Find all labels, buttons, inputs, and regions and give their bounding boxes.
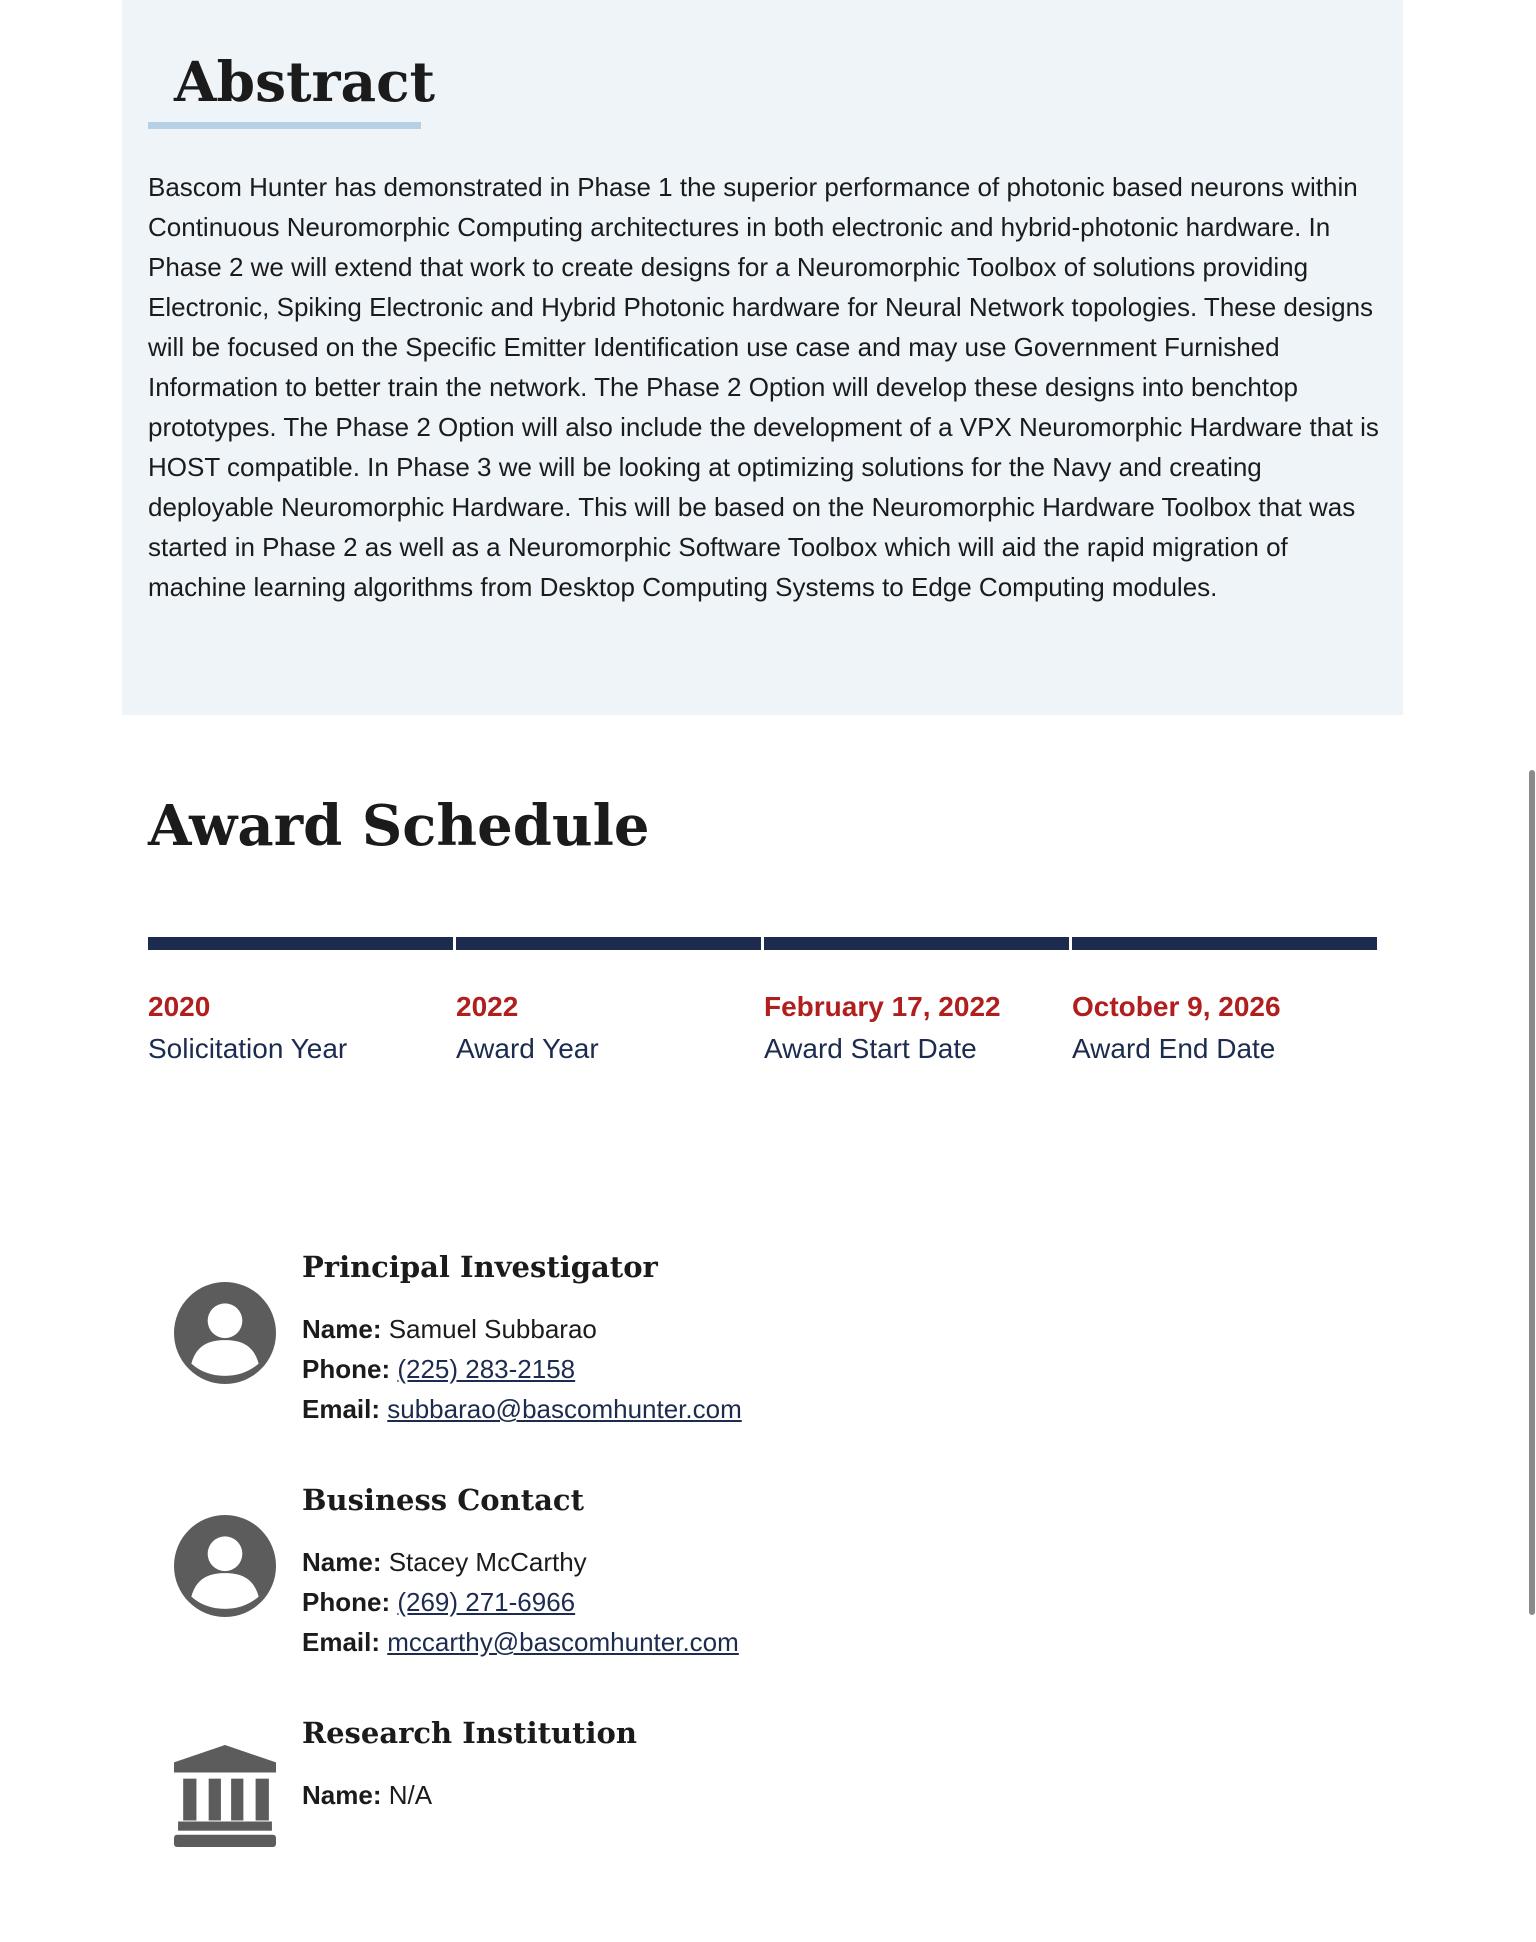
bc-email-link[interactable]: mccarthy@bascomhunter.com	[387, 1627, 739, 1657]
email-label: Email:	[302, 1394, 381, 1424]
abstract-text: Bascom Hunter has demonstrated in Phase 1 the superior performance of photonic based neurons within Continuous Neuromorphic Computing architectures in both electronic and hybrid-photonic hardware. In Phase 2 we will extend that work to create designs for a Neuromorphic Toolbox of solutions providing Electronic, Spiking Electronic and Hybrid Photonic hardware for Neural Network topologies. These designs will be focused on the Specific Emitter Identification use case and may use Government Furnished Information to better train the network. The Phase 2 Option will develop these designs into benchtop prototypes. The Phase 2 Option will also include the development of a VPX Neuromorphic Hardware that is HOST compatible. In Phase 3 we will be looking at optimizing solutions for the Navy and creating deployable Neuromorphic Hardware. This will be based on the Neuromorphic Hardware Toolbox that was started in Phase 2 as well as a Neuromorphic Software Toolbox which will aid the rapid migration of machine learning algorithms from Desktop Computing Systems to Edge Computing modules.	[148, 172, 1379, 602]
vertical-scrollbar[interactable]	[1529, 770, 1535, 1615]
institution-icon	[174, 1745, 276, 1847]
schedule-bar	[764, 937, 1069, 950]
bc-name-row	[302, 1542, 1202, 1582]
schedule-label: Award Year	[456, 1033, 599, 1064]
bc-phone-row	[302, 1582, 1202, 1622]
schedule-item-award-year	[456, 937, 761, 1066]
schedule-value: February 17, 2022	[764, 991, 1001, 1022]
business-contact-heading: Business Contact	[302, 1483, 584, 1517]
bc-phone-link[interactable]: (269) 271-6966	[397, 1587, 576, 1617]
schedule-bar	[456, 937, 761, 950]
name-label: Name:	[302, 1547, 382, 1577]
schedule-item-award-end-date	[1072, 937, 1377, 1066]
pi-phone-link[interactable]: (225) 283-2158	[397, 1354, 576, 1384]
bc-email-row	[302, 1622, 1202, 1662]
schedule-item-award-start-date	[764, 937, 1069, 1066]
pi-name: Samuel Subbarao	[388, 1314, 597, 1344]
user-circle-icon	[174, 1515, 276, 1617]
schedule-bar	[1072, 937, 1377, 950]
phone-label: Phone:	[302, 1587, 391, 1617]
name-label: Name:	[302, 1314, 382, 1344]
schedule-value: 2022	[456, 991, 519, 1022]
pi-name-row	[302, 1309, 1202, 1349]
schedule-value: October 9, 2026	[1072, 991, 1281, 1022]
user-circle-icon	[174, 1282, 276, 1384]
ri-name: N/A	[388, 1780, 433, 1810]
bc-name: Stacey McCarthy	[388, 1547, 587, 1577]
abstract-title: Abstract	[174, 49, 436, 114]
phone-label: Phone:	[302, 1354, 391, 1384]
schedule-label: Award End Date	[1072, 1033, 1276, 1064]
name-label: Name:	[302, 1780, 382, 1810]
principal-investigator-heading: Principal Investigator	[302, 1250, 658, 1284]
abstract-title-underline	[148, 122, 421, 129]
schedule-label: Award Start Date	[764, 1033, 977, 1064]
schedule-label: Solicitation Year	[148, 1033, 348, 1064]
award-schedule-title: Award Schedule	[148, 793, 650, 859]
schedule-bar	[148, 937, 453, 950]
pi-email-row	[302, 1389, 1202, 1429]
pi-phone-row	[302, 1349, 1202, 1389]
research-institution-heading: Research Institution	[302, 1716, 637, 1750]
email-label: Email:	[302, 1627, 381, 1657]
schedule-value: 2020	[148, 991, 211, 1022]
pi-email-link[interactable]: subbarao@bascomhunter.com	[387, 1394, 742, 1424]
schedule-item-solicitation-year	[148, 937, 453, 1066]
ri-name-row	[302, 1775, 1202, 1815]
